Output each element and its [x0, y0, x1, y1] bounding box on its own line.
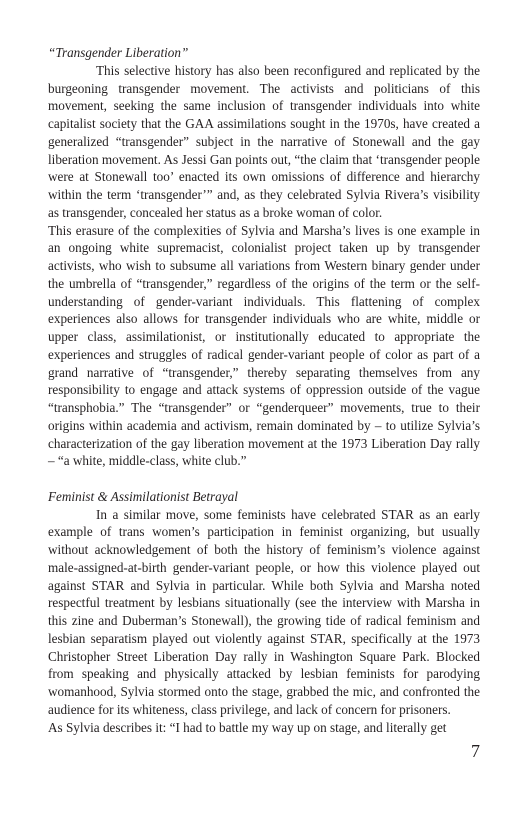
paragraph-sylvia-quote-start: As Sylvia describes it: “I had to battle my way up on stage, and literally get: [48, 719, 447, 735]
section-heading-feminist-betrayal: Feminist & Assimilationist Betrayal: [48, 488, 238, 504]
paragraph-similar-move: In a similar move, some feminists have celebrated STAR as an early example of trans women’s participation in feminist organizing, but usually without acknowledgement of both the history of feminism’s violence against male-assigned-at-birth gender-variant people, or how this violence played out against STAR and Sylvia in particular. While both Sylvia and Marsha noted respectful treatment by lesbians situationally (see the interview with Marsha in this zine and Duberman’s Stonewall), the growing tide of radical feminism and lesbian separatism played out violently against STAR, specifically at the 1973 Christopher Street Liberation Day rally in Washington Square Park. Blocked from speaking and physically attacked by lesbian feminists for parodying womanhood, Sylvia stormed onto the stage, grabbed the mic, and confronted the audience for its whiteness, class privilege, and lack of concern for prisoners.: [48, 506, 480, 717]
page-number: 7: [471, 741, 480, 761]
section-spacer: [48, 470, 480, 488]
paragraph-erasure: This erasure of the complexities of Sylvia and Marsha’s lives is one example in an ongoing white supremacist, colonialist project taken up by transgender activists, who wish to subsume all variations from Western binary gender under the umbrella of “transgender,” regardless of the origins of the term or the self-understanding of gender-variant individuals. This flattening of complex experiences also allows for transgender individuals who are white, middle or upper class, assimilationist, or institutionally educated to appropriate the experiences and struggles of radical gender-variant people of color as part of a grand narrative of “transgender,” thereby separating themselves from any responsibility to engage and attack systems of oppression outside of the vague “transphobia.” The “transgender” or “genderqueer” movements, true to their origins within academia and activism, remain dominated by – to utilize Sylvia’s characterization of the gay liberation movement at the 1973 Liberation Day rally – “a white, middle-class, white club.”: [48, 222, 480, 469]
page-body: [48, 44, 480, 736]
section-heading-transgender-liberation: “Transgender Liberation”: [48, 45, 189, 60]
paragraph-selective-history: This selective history has also been reconfigured and replicated by the burgeoning transgender movement. The activists and politicians of this movement, seeking the same inclusion of transgender individuals into white capitalist society that the GAA assimilations sought in the 1970s, have created a generalized “transgender” subject in the narrative of Stonewall and the gay liberation movement. As Jessi Gan points out, “the claim that ‘transgender people were at Stonewall too’ enacted its own omissions of difference and hierarchy within the term ‘transgender’” and, as they celebrated Sylvia Rivera’s visibility as transgender, concealed her status as a broke woman of color.: [48, 62, 480, 220]
